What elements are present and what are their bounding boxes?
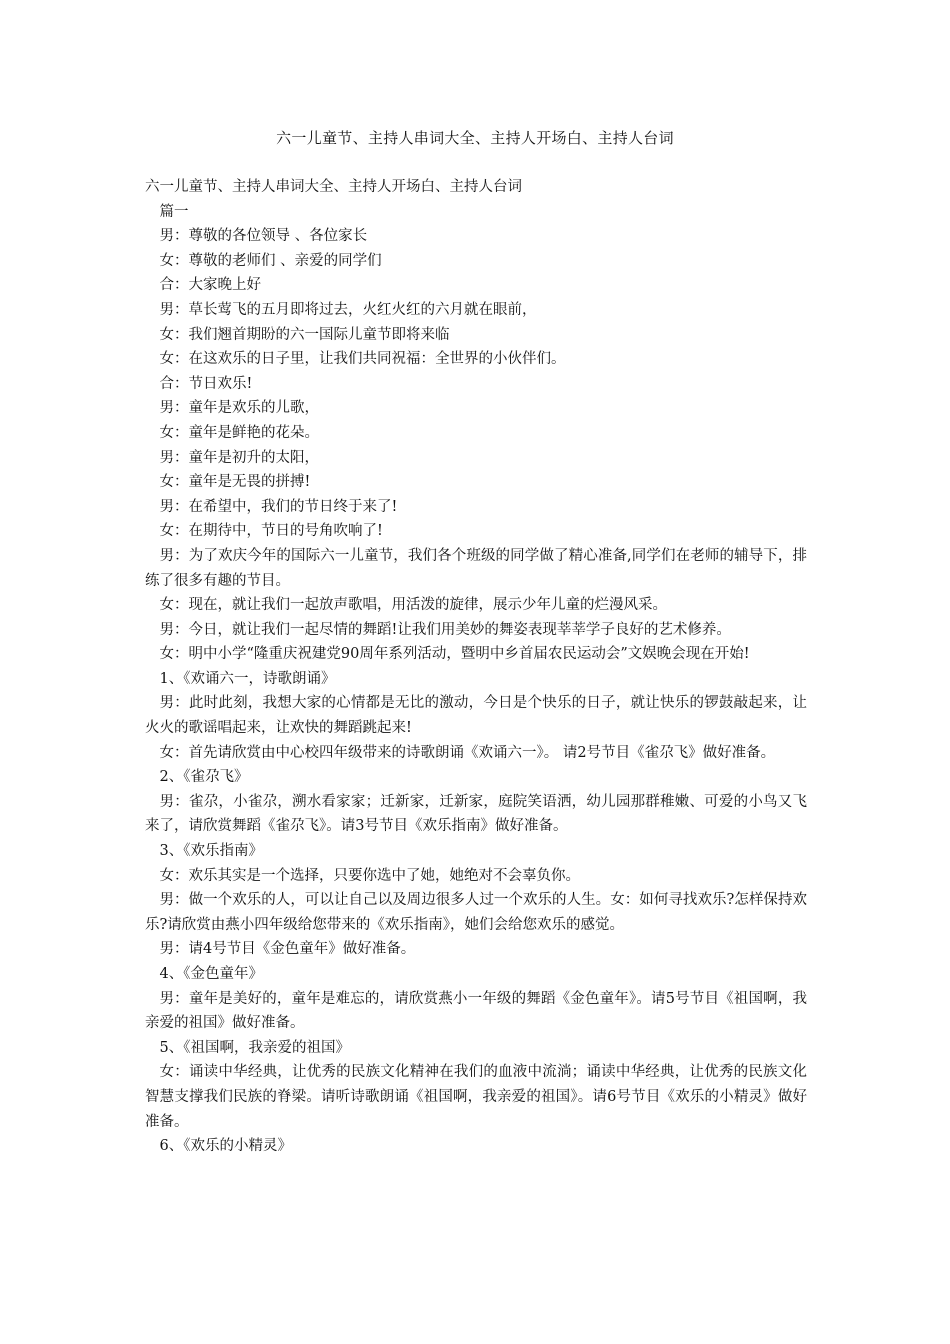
paragraph: 篇一 bbox=[159, 203, 189, 220]
paragraph: 女：在这欢乐的日子里，让我们共同祝福：全世界的小伙伴们。 bbox=[159, 351, 566, 368]
paragraph: 女：童年是无畏的拼搏! bbox=[159, 474, 311, 491]
paragraph: 男：为了欢庆今年的国际六一儿童节，我们各个班级的同学做了精心准备,同学们在老师的辅导下，排练了很多有趣的节目。 bbox=[145, 547, 807, 589]
section-heading: 5、《祖国啊，我亲爱的祖国》 bbox=[159, 1039, 350, 1056]
paragraph: 男：草长莺飞的五月即将过去，火红火红的六月就在眼前， bbox=[159, 301, 537, 318]
paragraph: 男：做一个欢乐的人，可以让自己以及周边很多人过一个欢乐的人生。女：如何寻找欢乐?怎样保持欢乐?请欣赏由燕小四年级给您带来的《欢乐指南》，她们会给您欢乐的感觉。 bbox=[145, 892, 807, 933]
paragraph: 女：现在，就让我们一起放声歌唱，用活泼的旋律，展示少年儿童的烂漫风采。 bbox=[159, 597, 667, 614]
paragraph: 男：雀尕，小雀尕，溯水看家家；迁新家，迁新家，庭院笑语洒，幼儿园那群稚嫩、可爱的小鸟又飞来了，请欣赏舞蹈《雀尕飞》。请3号节目《欢乐指南》做好准备。 bbox=[145, 793, 807, 835]
paragraph: 女：欢乐其实是一个选择，只要你选中了她，她绝对不会辜负你。 bbox=[159, 867, 580, 884]
section-heading: 6、《欢乐的小精灵》 bbox=[159, 1138, 292, 1155]
paragraph: 男：在希望中，我们的节日终于来了! bbox=[159, 498, 398, 515]
paragraph: 男：尊敬的各位领导 、各位家长 bbox=[159, 228, 368, 245]
paragraph: 女：首先请欣赏由中心校四年级带来的诗歌朗诵《欢诵六一》。 请2号节目《雀尕飞》做好准备。 bbox=[159, 744, 776, 761]
paragraph: 女：童年是鲜艳的花朵。 bbox=[159, 424, 319, 441]
document-title: 六一儿童节、主持人串词大全、主持人开场白、主持人台词 bbox=[276, 129, 674, 147]
paragraph: 男：今日，就让我们一起尽情的舞蹈!让我们用美妙的舞姿表现莘莘学子良好的艺术修养。 bbox=[159, 621, 731, 638]
section-heading: 3、《欢乐指南》 bbox=[159, 843, 263, 860]
paragraph: 男：请4号节目《金色童年》做好准备。 bbox=[159, 941, 416, 958]
paragraph: 男：童年是欢乐的儿歌， bbox=[159, 400, 319, 417]
paragraph: 合：大家晚上好 bbox=[159, 277, 261, 294]
paragraph: 男：此时此刻，我想大家的心情都是无比的激动，今日是个快乐的日子，就让快乐的锣鼓敲起来，让火火的歌谣唱起来，让欢快的舞蹈跳起来! bbox=[145, 695, 807, 737]
paragraph: 女：明中小学“隆重庆祝建党90周年系列活动，暨明中乡首届农民运动会”文娱晚会现在开始! bbox=[159, 646, 750, 663]
paragraph: 男：童年是初升的太阳， bbox=[159, 449, 319, 466]
document-body bbox=[145, 175, 807, 1159]
section-heading: 4、《金色童年》 bbox=[159, 966, 263, 982]
paragraph: 合：节日欢乐! bbox=[159, 375, 253, 392]
body-heading: 六一儿童节、主持人串词大全、主持人开场白、主持人台词 bbox=[145, 179, 522, 195]
section-heading: 1、《欢诵六一，诗歌朗诵》 bbox=[159, 670, 336, 687]
paragraph: 女：在期待中，节日的号角吹响了! bbox=[159, 523, 383, 540]
paragraph: 男：童年是美好的，童年是难忘的，请欣赏燕小一年级的舞蹈《金色童年》。请5号节目《祖国啊，我亲爱的祖国》做好准备。 bbox=[145, 990, 807, 1032]
paragraph: 女：尊敬的老师们 、亲爱的同学们 bbox=[159, 252, 382, 269]
paragraph: 女：诵读中华经典，让优秀的民族文化精神在我们的血液中流淌；诵读中华经典，让优秀的民族文化智慧支撑我们民族的脊梁。请听诗歌朗诵《祖国啊，我亲爱的祖国》。请6号节目《欢乐的小精灵》做好准备。 bbox=[145, 1064, 807, 1130]
section-heading: 2、《雀尕飞》 bbox=[159, 769, 249, 786]
paragraph: 女：我们翘首期盼的六一国际儿童节即将来临 bbox=[159, 326, 450, 343]
